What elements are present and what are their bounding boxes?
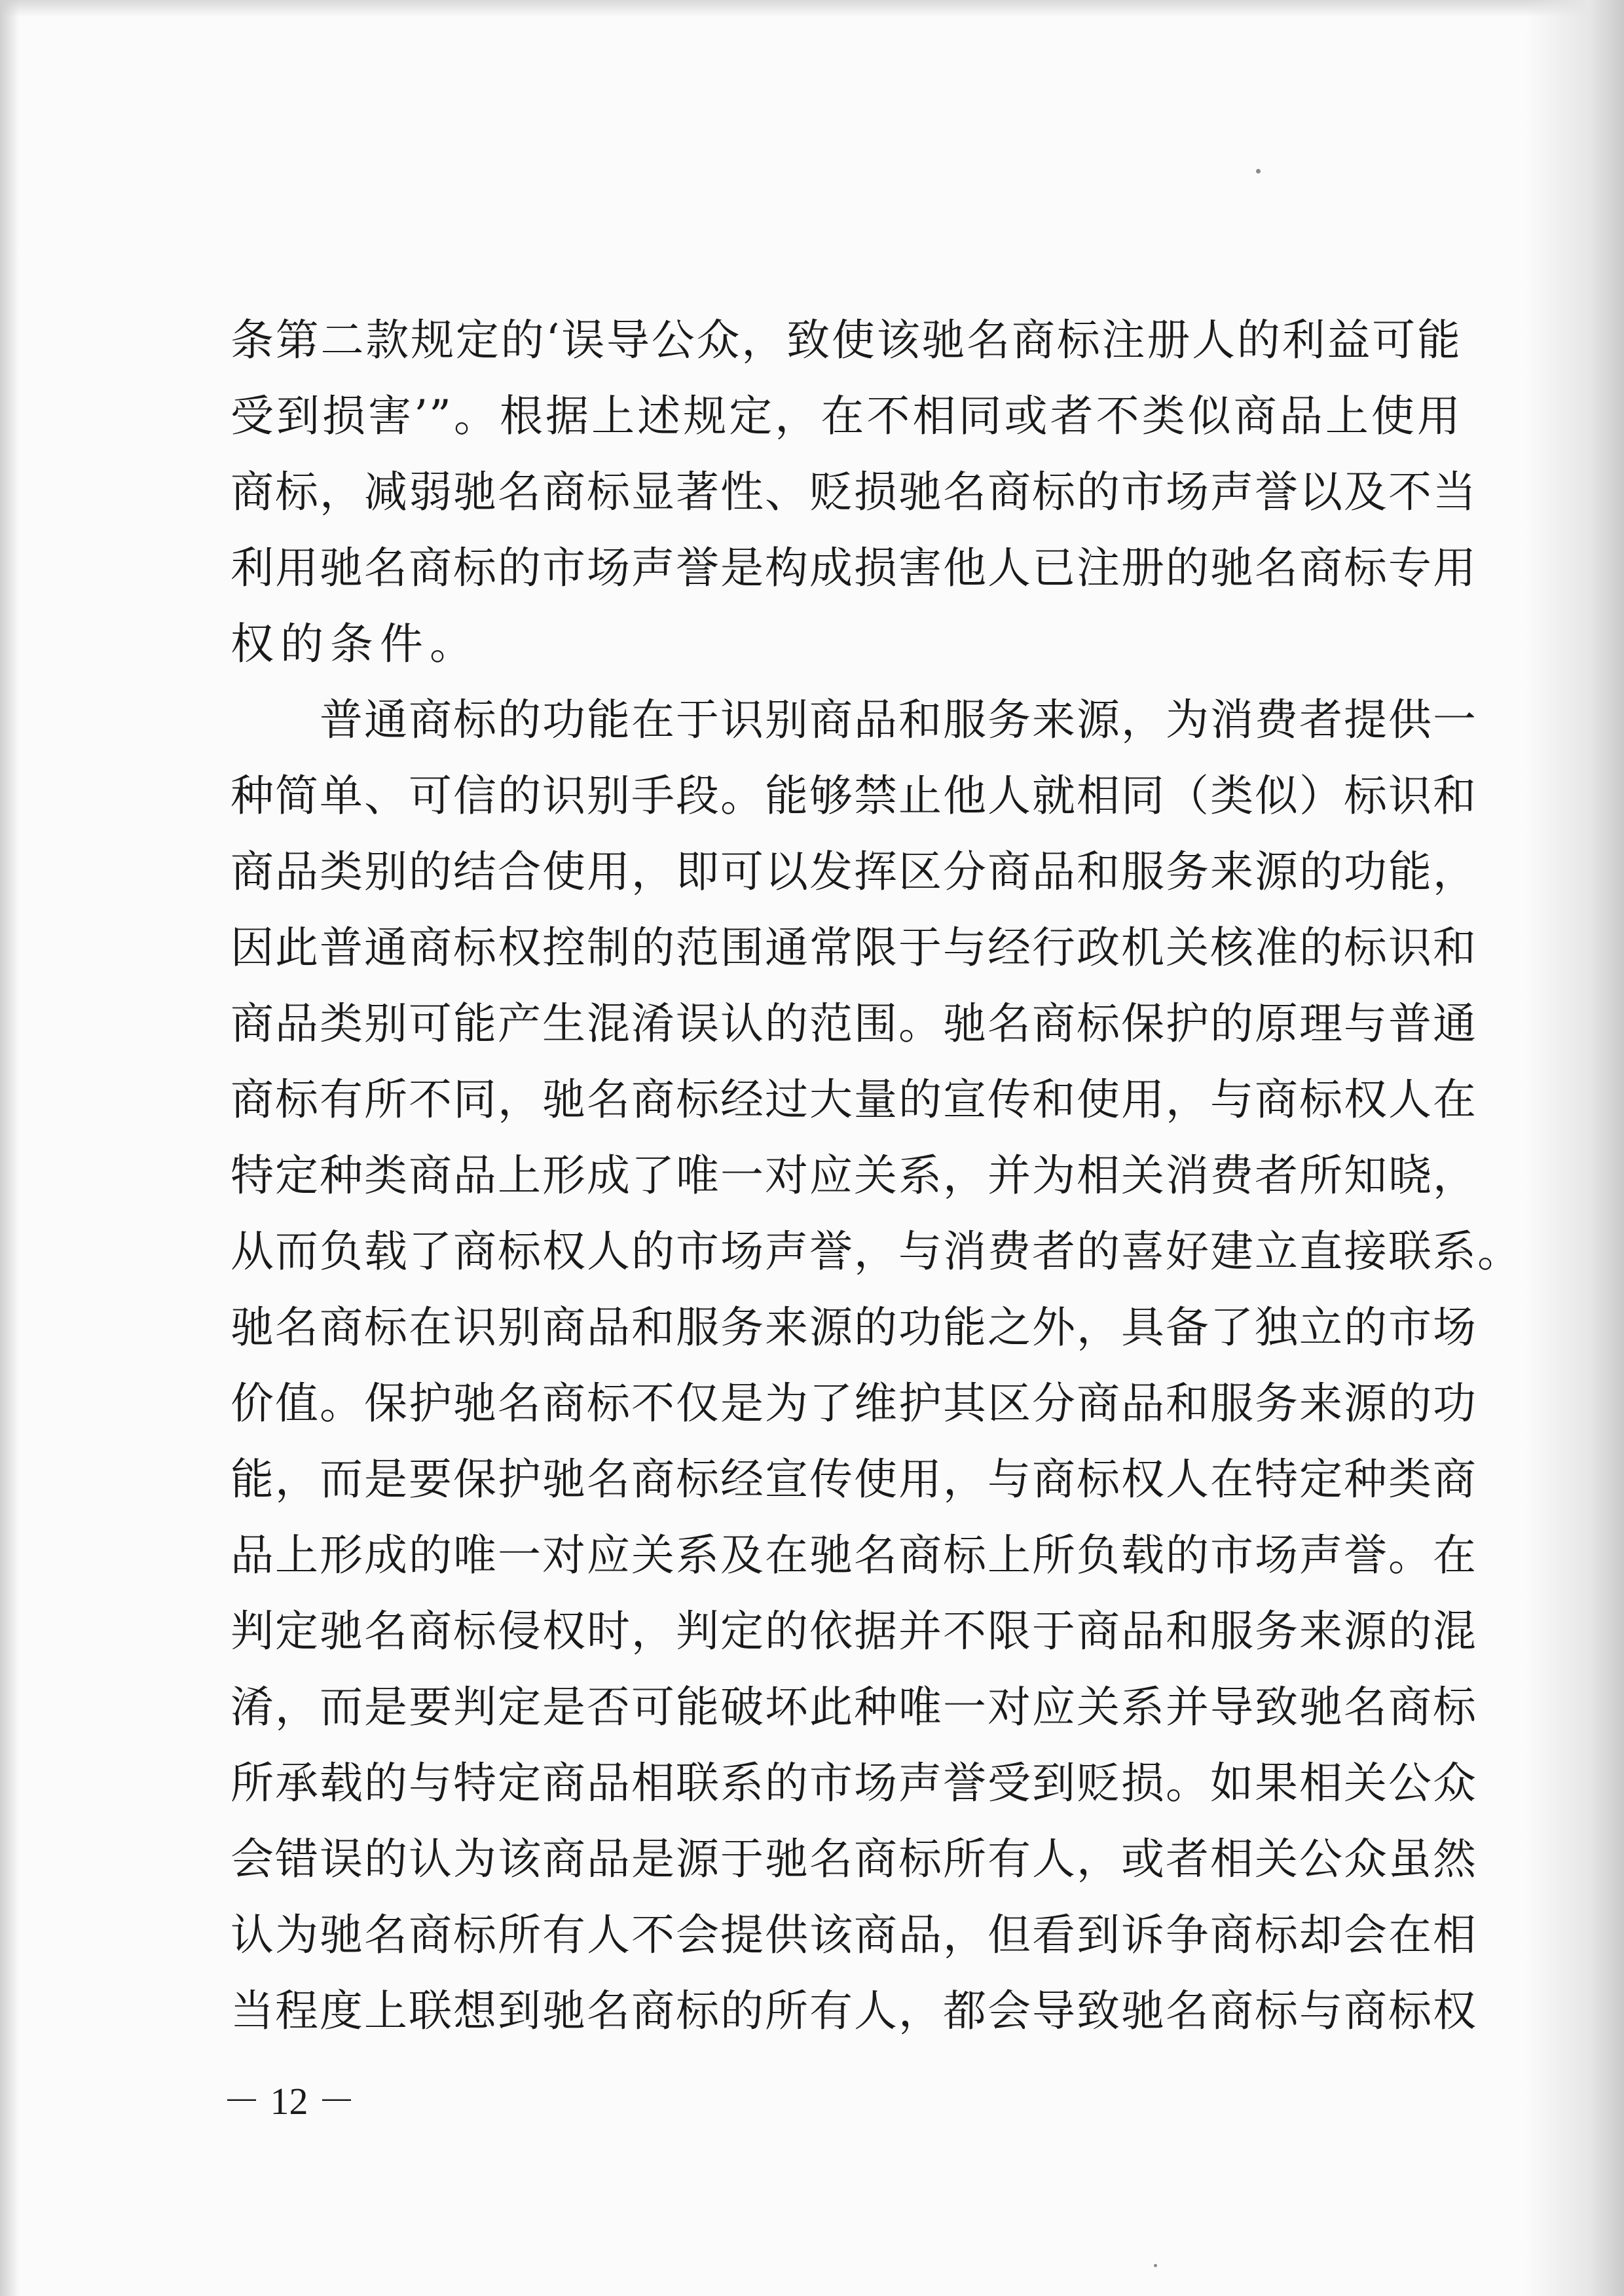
text-line: 当程度上联想到驰名商标的所有人，都会导致驰名商标与商标权 [231, 1986, 1477, 2036]
text-line: 所承载的与特定商品相联系的市场声誉受到贬损。如果相关公众 [231, 1758, 1477, 1808]
body-text [231, 302, 1522, 2049]
text-line: 品上形成的唯一对应关系及在驰名商标上所负载的市场声誉。在 [231, 1530, 1477, 1580]
text-line: 利用驰名商标的市场声誉是构成损害他人已注册的驰名商标专用 [231, 543, 1477, 593]
text-line: 会错误的认为该商品是源于驰名商标所有人，或者相关公众虽然 [231, 1834, 1477, 1884]
text-line: 判定驰名商标侵权时，判定的依据并不限于商品和服务来源的混 [231, 1606, 1477, 1656]
text-line: 因此普通商标权控制的范围通常限于与经行政机关核准的标识和 [231, 922, 1477, 973]
text-line: 价值。保护驰名商标不仅是为了维护其区分商品和服务来源的功 [231, 1378, 1477, 1429]
text-line: 商标，减弱驰名商标显著性、贬损驰名商标的市场声誉以及不当 [231, 467, 1477, 517]
scan-edge-left [0, 0, 20, 2296]
text-line: 商标有所不同，驰名商标经过大量的宣传和使用，与商标权人在 [231, 1074, 1477, 1125]
text-line: 普通商标的功能在于识别商品和服务来源，为消费者提供一 [231, 695, 1477, 745]
scan-edge-top [0, 0, 1624, 17]
text-line: 种简单、可信的识别手段。能够禁止他人就相同（类似）标识和 [231, 771, 1477, 821]
text-line: 驰名商标在识别商品和服务来源的功能之外，具备了独立的市场 [231, 1302, 1477, 1353]
scan-speck [1154, 2264, 1157, 2267]
text-line: 认为驰名商标所有人不会提供该商品，但看到诉争商标却会在相 [231, 1910, 1477, 1960]
text-line: 商品类别可能产生混淆误认的范围。驰名商标保护的原理与普通 [231, 998, 1477, 1049]
scan-speck [1256, 169, 1261, 173]
scan-edge-right [1526, 0, 1624, 2296]
text-line: 从而负载了商标权人的市场声誉，与消费者的喜好建立直接联系。 [231, 1226, 1522, 1277]
text-line: 淆，而是要判定是否可能破坏此种唯一对应关系并导致驰名商标 [231, 1682, 1477, 1732]
text-line: 商品类别的结合使用，即可以发挥区分商品和服务来源的功能， [231, 847, 1477, 897]
text-line: 能，而是要保护驰名商标经宣传使用，与商标权人在特定种类商 [231, 1454, 1477, 1504]
text-line: 特定种类商品上形成了唯一对应关系，并为相关消费者所知晓， [231, 1150, 1477, 1201]
page-number: － 12 － [223, 2080, 356, 2123]
text-line: 权的条件。 [231, 619, 479, 669]
text-line: 条第二款规定的‘误导公众，致使该驰名商标注册人的利益可能 [231, 315, 1462, 365]
text-line: 受到损害’”。根据上述规定，在不相同或者不类似商品上使用 [231, 391, 1462, 441]
